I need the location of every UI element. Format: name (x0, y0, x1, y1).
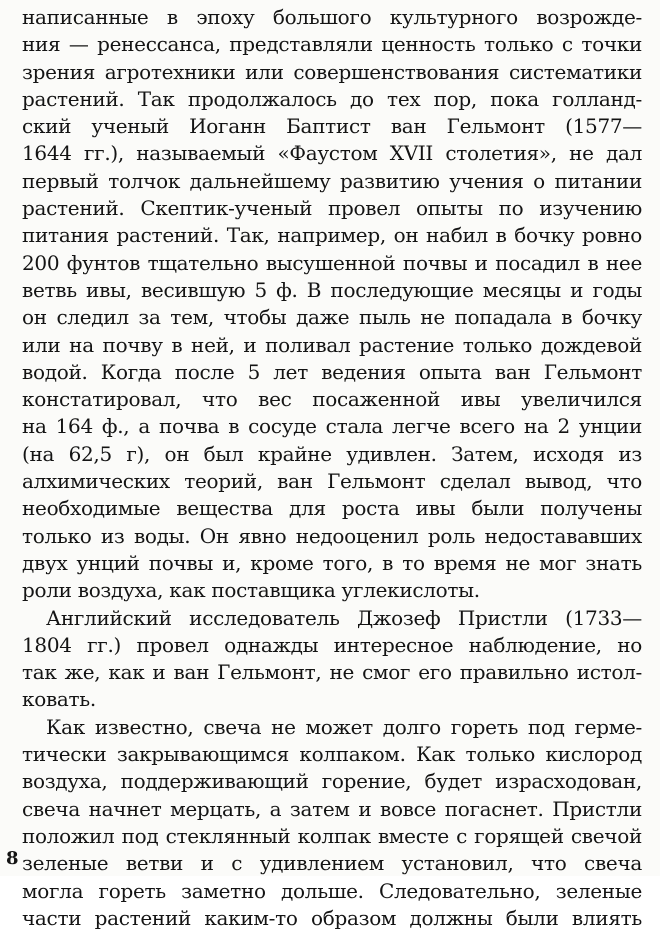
text-line: 1644 гг.), называемый «Фаустом XVII столетия», не дал (22, 141, 642, 166)
text-line: растений. Скептик-ученый провел опыты по изучению (22, 196, 642, 221)
text-line: 1804 гг.) провел однажды интересное наблюдение, но (22, 632, 642, 657)
text-line: положил под стеклянный колпак вместе с горящей свечой (22, 823, 642, 848)
paragraph-2 (22, 605, 642, 714)
text-line: (на 62,5 г), он был крайне удивлен. Затем, исходя из (22, 441, 642, 466)
text-line: Как известно, свеча не может долго гореть под герме- (46, 714, 642, 739)
text-line: на 164 ф., а почва в сосуде стала легче всего на 2 унции (22, 414, 642, 439)
text-line: роли воздуха, как поставщика углекислоты. (22, 578, 480, 603)
text-line: свеча начнет мерцать, а затем и вовсе погаснет. Пристли (22, 796, 642, 821)
text-line: только из воды. Он явно недооценил роль недостававших (22, 523, 642, 548)
text-line: питания растений. Так, например, он набил в бочку ровно (22, 223, 642, 248)
text-line: ковать. (22, 687, 96, 712)
page-number: 8 (6, 848, 19, 869)
text-line: тически закрывающимся колпаком. Как только кислород (22, 742, 642, 767)
text-line: так же, как и ван Гельмонт, не смог его правильно истол- (22, 660, 642, 685)
text-line: воздуха, поддерживающий горение, будет израсходован, (22, 769, 642, 794)
text-line: констатировал, что вес посаженной ивы увеличился (22, 387, 642, 412)
text-line: ветвь ивы, весившую 5 ф. В последующие месяцы и годы (22, 277, 642, 302)
text-line: 200 фунтов тщательно высушенной почвы и посадил в нее (22, 250, 642, 275)
text-line: или на почву в ней, и поливал растение только дождевой (22, 332, 642, 357)
text-line: двух унций почвы и, кроме того, в то время не мог знать (22, 550, 642, 575)
text-line: могла гореть заметно дольше. Следовательно, зеленые (22, 878, 642, 903)
paragraph-1 (22, 4, 642, 605)
text-line: алхимических теорий, ван Гельмонт сделал вывод, что (22, 469, 642, 494)
text-line: Английский исследователь Джозеф Пристли (1733— (46, 605, 642, 630)
text-line: необходимые вещества для роста ивы были получены (22, 496, 642, 521)
text-line: растений. Так продолжалось до тех пор, пока голланд- (22, 86, 642, 111)
text-line: зрения агротехники или совершенствования систематики (22, 59, 642, 84)
text-line: ния — ренессанса, представляли ценность только с точки (22, 32, 642, 57)
paragraph-3 (22, 714, 642, 932)
text-line: он следил за тем, чтобы даже пыль не попадала в бочку (22, 305, 642, 330)
text-line: ский ученый Иоганн Баптист ван Гельмонт (1577— (22, 114, 642, 139)
text-line: части растений каким-то образом должны были влиять (22, 905, 642, 930)
text-line: водой. Когда после 5 лет ведения опыта ван Гельмонт (22, 359, 642, 384)
body-text (22, 4, 642, 932)
text-line: зеленые ветви и с удивлением установил, что свеча (22, 851, 642, 876)
text-line: написанные в эпоху большого культурного возрожде- (22, 5, 642, 29)
text-line: первый толчок дальнейшему развитию учения о питании (22, 168, 642, 193)
